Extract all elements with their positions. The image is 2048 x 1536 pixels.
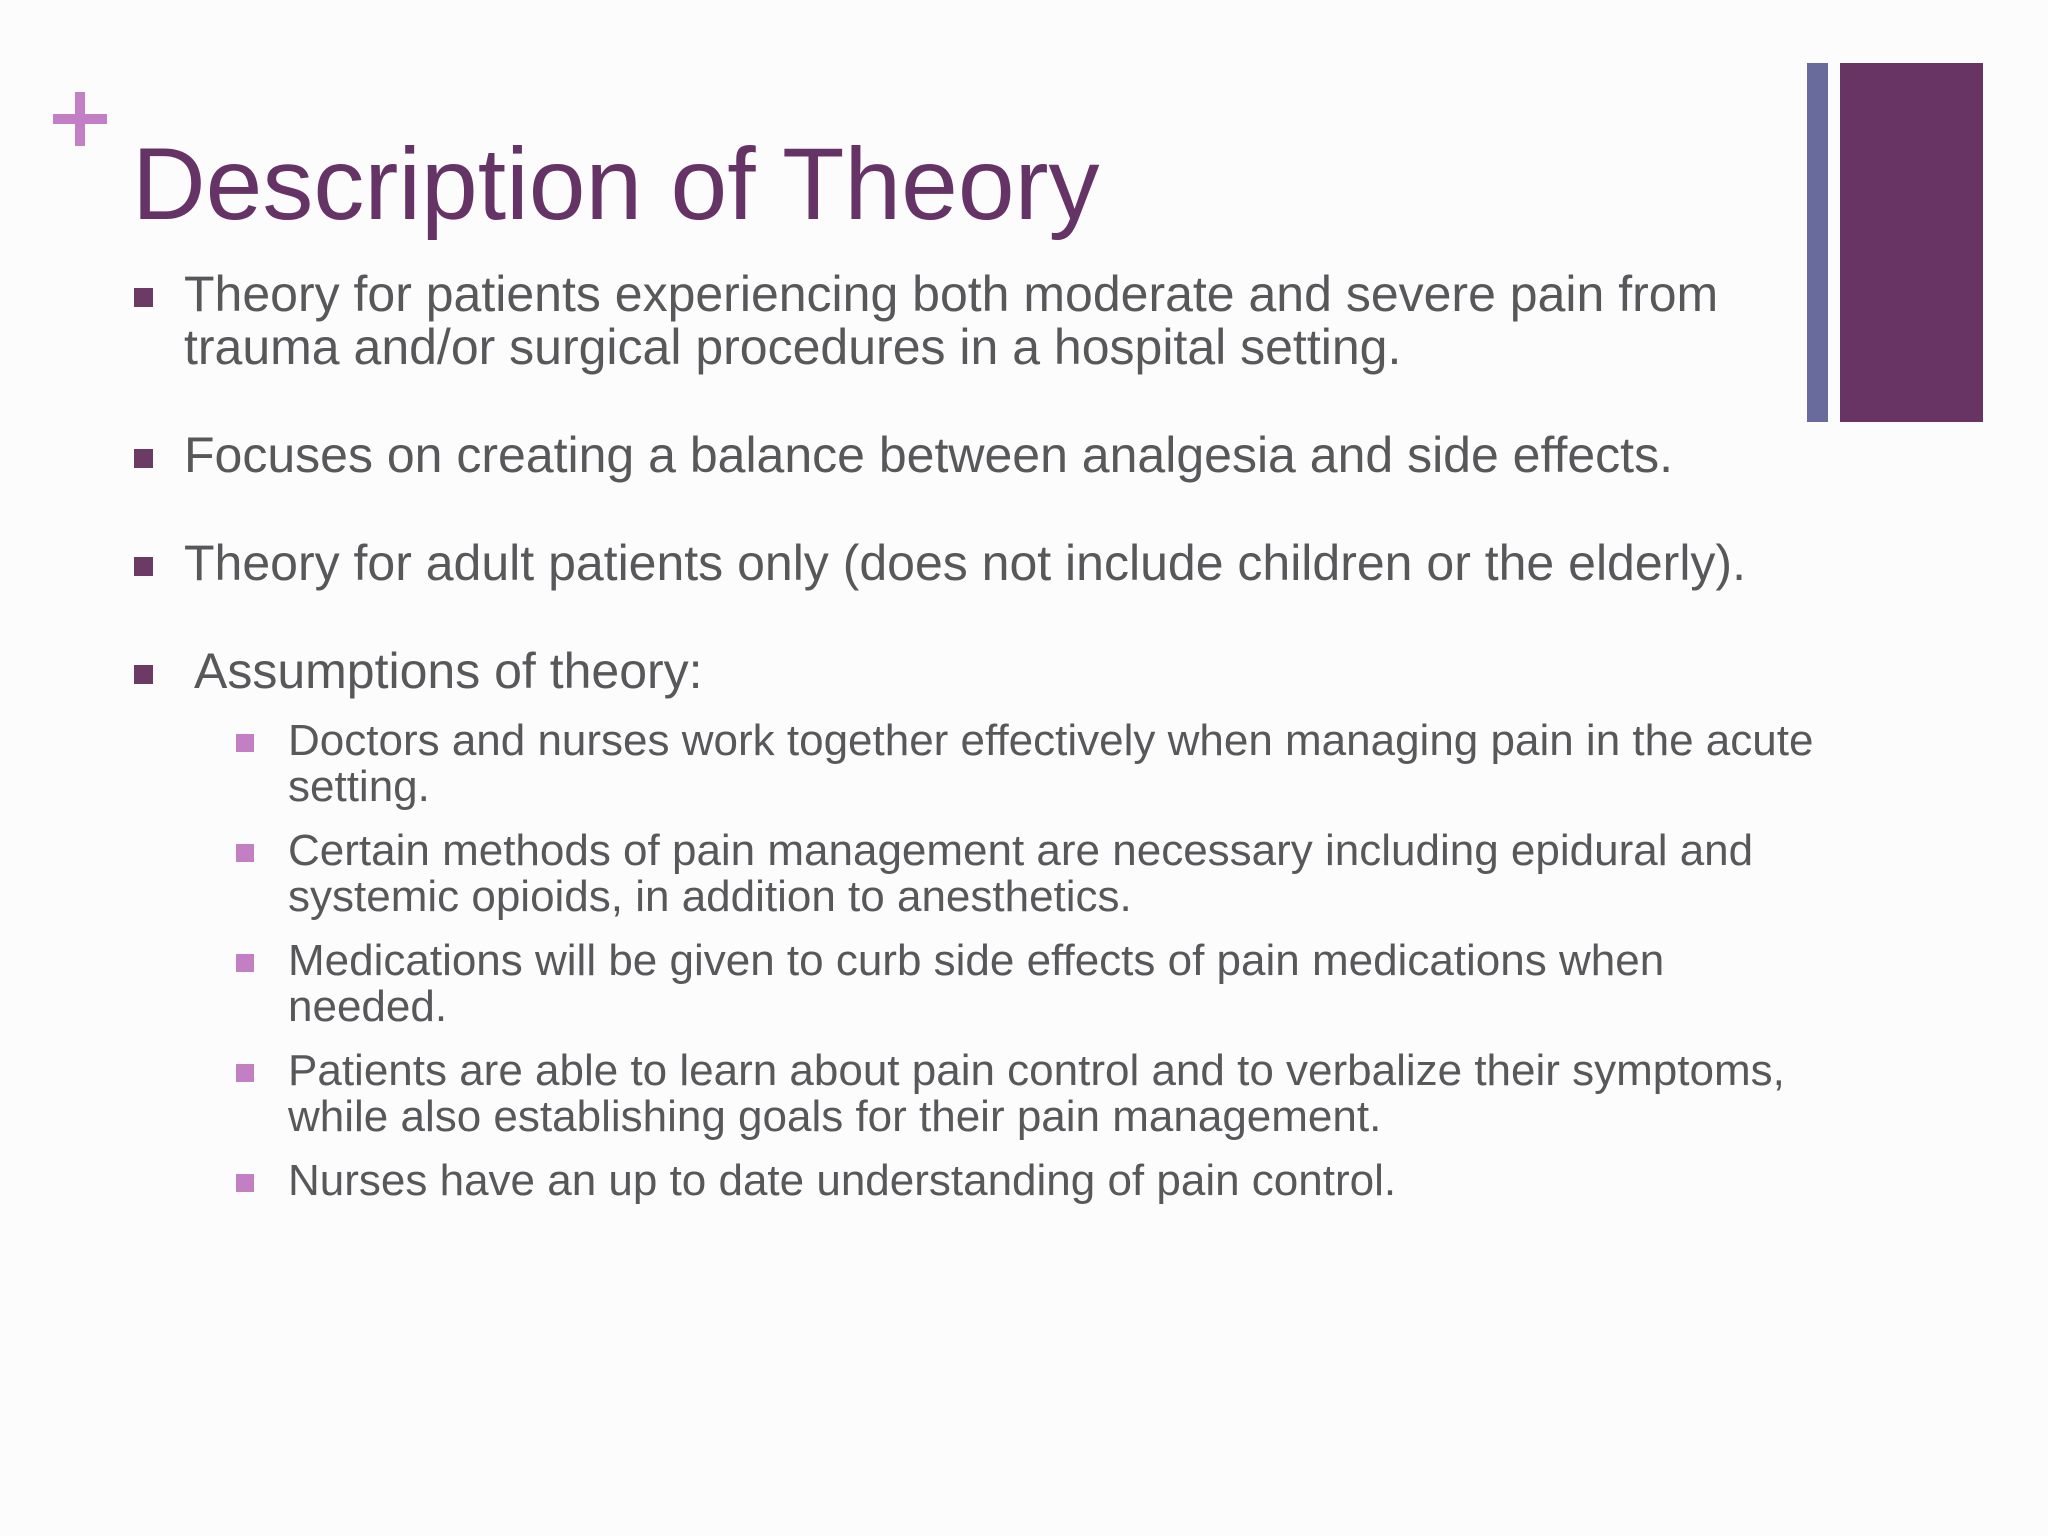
sub-bullet-text: Doctors and nurses work together effectively when managing pain in the acute setting.: [288, 716, 1814, 811]
sub-bullet-text: Certain methods of pain management are necessary including epidural and systemic opioids, in addition to anesthetics.: [288, 826, 1754, 921]
bullet-item: [134, 429, 1774, 482]
bullet-item: [134, 537, 1774, 590]
sub-bullet-text: Patients are able to learn about pain control and to verbalize their symptoms, while also establishing goals for their pain management.: [288, 1046, 1785, 1141]
sub-bullet-item: [236, 828, 1826, 920]
square-bullet-icon: [134, 665, 153, 684]
square-bullet-icon: [134, 449, 153, 468]
plus-icon: [53, 92, 107, 146]
sub-bullet-item: [236, 938, 1826, 1030]
small-square-bullet-icon: [236, 734, 254, 752]
bullet-text: Theory for patients experiencing both moderate and severe pain from trauma and/or surgical procedures in a hospital setting.: [184, 266, 1719, 375]
small-square-bullet-icon: [236, 954, 254, 972]
sub-bullet-item: [236, 718, 1826, 810]
sub-bullet-list: [184, 716, 1814, 1205]
sub-bullet-text: Medications will be given to curb side effects of pain medications when needed.: [288, 936, 1665, 1031]
square-bullet-icon: [134, 288, 153, 307]
bullet-text: Focuses on creating a balance between analgesia and side effects.: [184, 427, 1673, 483]
bullet-item: [134, 643, 1814, 1205]
accent-bar-thin: [1807, 63, 1828, 422]
plus-icon-vertical: [75, 92, 85, 146]
bullet-item: [134, 268, 1774, 374]
bullet-text: Theory for adult patients only (does not include children or the elderly).: [184, 535, 1746, 591]
slide-title: Description of Theory: [132, 127, 1100, 241]
bullet-list: [134, 266, 1814, 1222]
small-square-bullet-icon: [236, 1174, 254, 1192]
sub-bullet-text: Nurses have an up to date understanding of pain control.: [288, 1156, 1397, 1205]
sub-bullet-item: [236, 1158, 1826, 1204]
bullet-text: Assumptions of theory:: [194, 643, 703, 699]
accent-bar-thick: [1840, 63, 1983, 422]
small-square-bullet-icon: [236, 1064, 254, 1082]
small-square-bullet-icon: [236, 844, 254, 862]
square-bullet-icon: [134, 557, 153, 576]
sub-bullet-item: [236, 1048, 1826, 1140]
